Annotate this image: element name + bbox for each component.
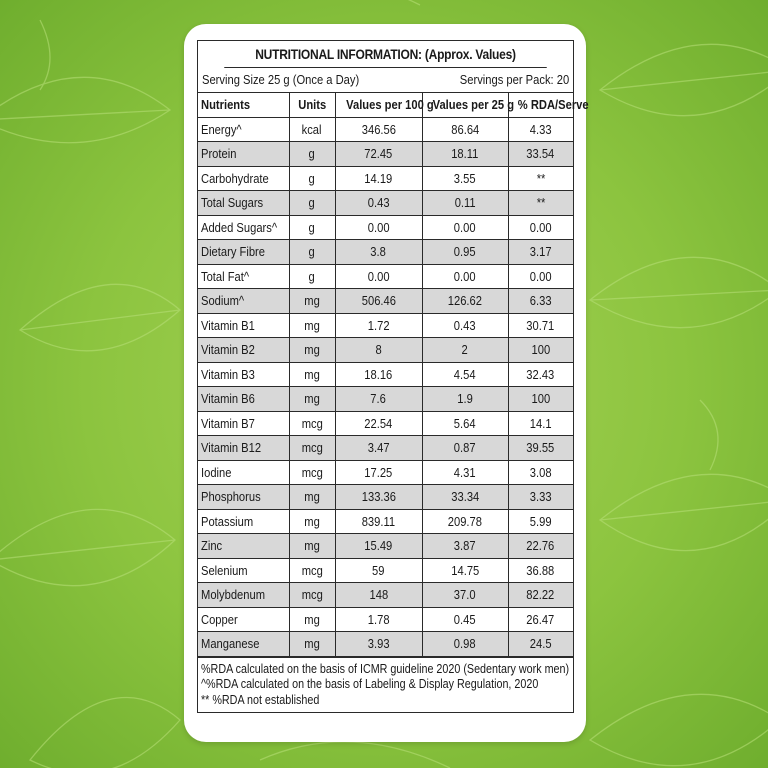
unit: g [308, 219, 316, 235]
rda-per-serve: 36.88 [526, 562, 555, 578]
value-per-25g: 33.34 [450, 489, 479, 505]
table-header-row [198, 93, 573, 117]
rda-per-serve-cell [508, 313, 573, 338]
column-header [335, 93, 434, 117]
servings-per-pack: Servings per Pack: 20 [459, 72, 569, 87]
rda-per-serve: 3.08 [529, 464, 552, 480]
value-per-100g-cell [335, 117, 422, 142]
value-per-100g: 15.49 [364, 538, 393, 554]
value-per-100g-cell [335, 583, 422, 608]
rda-per-serve-cell [508, 387, 573, 412]
nutrient-name-cell [198, 313, 289, 338]
table-row [198, 313, 573, 338]
value-per-25g: 4.31 [454, 464, 476, 480]
rda-per-serve: ** [536, 170, 546, 186]
table-row [198, 289, 573, 314]
nutrient-name: Energy^ [201, 121, 242, 137]
value-per-25g-cell [422, 289, 508, 314]
column-header [508, 93, 589, 117]
value-per-25g: 0.98 [454, 636, 476, 652]
value-per-100g-cell [335, 436, 422, 461]
rda-per-serve: 32.43 [526, 366, 555, 382]
rda-per-serve-cell [508, 338, 573, 363]
value-per-25g-cell [422, 142, 508, 167]
rda-per-serve: 0.00 [529, 219, 552, 235]
unit: kcal [302, 121, 322, 137]
nutrient-name: Zinc [201, 538, 223, 554]
nutrient-name-cell [198, 607, 289, 632]
value-per-100g-cell [335, 387, 422, 412]
unit: mg [304, 611, 320, 627]
value-per-100g: 3.93 [367, 636, 390, 652]
rda-per-serve-cell [508, 509, 573, 534]
value-per-25g: 0.00 [454, 268, 476, 284]
panel-title: NUTRITIONAL INFORMATION: (Approx. Values) [224, 41, 547, 68]
value-per-100g-cell [335, 534, 422, 559]
nutrient-name: Copper [201, 611, 238, 627]
value-per-25g: 0.87 [454, 440, 476, 456]
value-per-25g-cell [422, 558, 508, 583]
value-per-25g-cell [422, 338, 508, 363]
footnote: ** %RDA not established [201, 692, 320, 707]
value-per-100g: 1.72 [367, 317, 390, 333]
table-row [198, 558, 573, 583]
value-per-25g: 0.43 [454, 317, 476, 333]
table-row [198, 142, 573, 167]
value-per-100g: 3.8 [370, 244, 387, 260]
unit-cell [289, 436, 335, 461]
rda-per-serve: 30.71 [526, 317, 555, 333]
unit-cell [289, 534, 335, 559]
column-header-label: Nutrients [201, 97, 251, 113]
rda-per-serve-cell [508, 289, 573, 314]
value-per-100g: 0.43 [367, 195, 390, 211]
unit: mg [304, 538, 320, 554]
value-per-100g: 7.6 [370, 391, 387, 407]
value-per-100g: 133.36 [361, 489, 396, 505]
nutrient-name-cell [198, 362, 289, 387]
value-per-100g-cell [335, 264, 422, 289]
rda-per-serve-cell [508, 558, 573, 583]
table-row [198, 460, 573, 485]
value-per-25g: 4.54 [454, 366, 476, 382]
rda-per-serve-cell [508, 264, 573, 289]
value-per-100g-cell [335, 313, 422, 338]
unit-cell [289, 632, 335, 657]
unit-cell [289, 460, 335, 485]
column-header [289, 93, 335, 117]
unit: g [308, 146, 316, 162]
value-per-25g: 0.95 [454, 244, 476, 260]
table-row [198, 411, 573, 436]
value-per-25g-cell [422, 313, 508, 338]
unit-cell [289, 485, 335, 510]
rda-per-serve-cell [508, 142, 573, 167]
unit-cell [289, 313, 335, 338]
serving-size: Serving Size 25 g (Once a Day) [202, 72, 360, 87]
value-per-25g-cell [422, 240, 508, 265]
unit-cell [289, 215, 335, 240]
value-per-25g: 209.78 [447, 513, 483, 529]
rda-per-serve-cell [508, 460, 573, 485]
nutrient-name-cell [198, 338, 289, 363]
column-header [198, 93, 289, 117]
rda-per-serve: 4.33 [529, 121, 552, 137]
nutrient-name-cell [198, 387, 289, 412]
nutrient-name-cell [198, 485, 289, 510]
nutrient-name-cell [198, 215, 289, 240]
rda-per-serve-cell [508, 607, 573, 632]
rda-per-serve: 3.17 [529, 244, 552, 260]
unit-cell [289, 264, 335, 289]
nutrient-name-cell [198, 117, 289, 142]
unit-cell [289, 607, 335, 632]
value-per-100g-cell [335, 338, 422, 363]
rda-per-serve-cell [508, 166, 573, 191]
rda-per-serve: 24.5 [529, 636, 552, 652]
rda-per-serve-cell [508, 117, 573, 142]
unit: mg [304, 293, 320, 309]
value-per-25g: 1.9 [457, 391, 473, 407]
value-per-25g-cell [422, 362, 508, 387]
table-row [198, 264, 573, 289]
unit-cell [289, 142, 335, 167]
value-per-100g-cell [335, 558, 422, 583]
rda-per-serve: 82.22 [526, 587, 555, 603]
value-per-100g: 22.54 [364, 415, 393, 431]
value-per-100g: 17.25 [364, 464, 393, 480]
value-per-25g-cell [422, 534, 508, 559]
rda-per-serve: ** [536, 195, 546, 211]
value-per-25g-cell [422, 509, 508, 534]
unit: mcg [301, 587, 323, 603]
value-per-25g: 3.55 [454, 170, 476, 186]
rda-per-serve: 100 [531, 342, 551, 358]
value-per-25g-cell [422, 191, 508, 216]
nutrient-name: Selenium [201, 562, 248, 578]
column-header-label: Values per 25 g [432, 97, 514, 113]
unit: g [308, 268, 316, 284]
unit-cell [289, 191, 335, 216]
footnotes [198, 657, 573, 713]
column-header-label: % RDA/Serve [517, 97, 589, 113]
value-per-100g-cell [335, 460, 422, 485]
rda-per-serve-cell [508, 583, 573, 608]
value-per-100g: 8 [375, 342, 382, 358]
nutrient-name: Vitamin B2 [201, 342, 255, 358]
unit-cell [289, 117, 335, 142]
value-per-25g-cell [422, 632, 508, 657]
nutrient-name: Vitamin B6 [201, 391, 255, 407]
value-per-100g: 18.16 [364, 366, 393, 382]
value-per-100g-cell [335, 411, 422, 436]
value-per-25g: 126.62 [447, 293, 483, 309]
value-per-25g-cell [422, 264, 508, 289]
table-row [198, 166, 573, 191]
nutrient-name-cell [198, 264, 289, 289]
value-per-100g: 148 [369, 587, 388, 603]
rda-per-serve-cell [508, 632, 573, 657]
table-row [198, 632, 573, 657]
unit: mcg [301, 440, 323, 456]
value-per-100g-cell [335, 240, 422, 265]
value-per-100g-cell [335, 191, 422, 216]
nutrition-table [198, 93, 589, 657]
table-row [198, 117, 573, 142]
value-per-100g: 14.19 [364, 170, 393, 186]
nutrient-name-cell [198, 142, 289, 167]
rda-per-serve: 26.47 [526, 611, 555, 627]
table-row [198, 215, 573, 240]
nutrient-name: Total Fat^ [201, 268, 250, 284]
footnote: ^%RDA calculated on the basis of Labeling & Display Regulation, 2020 [201, 677, 539, 691]
value-per-25g-cell [422, 387, 508, 412]
value-per-100g: 1.78 [367, 611, 390, 627]
unit: g [308, 195, 316, 211]
rda-per-serve: 100 [531, 391, 551, 407]
rda-per-serve: 33.54 [526, 146, 555, 162]
nutrient-name: Vitamin B12 [201, 440, 262, 456]
rda-per-serve-cell [508, 485, 573, 510]
value-per-25g-cell [422, 117, 508, 142]
unit-cell [289, 289, 335, 314]
table-row [198, 338, 573, 363]
rda-per-serve-cell [508, 191, 573, 216]
nutrient-name-cell [198, 534, 289, 559]
value-per-100g-cell [335, 289, 422, 314]
rda-per-serve-cell [508, 240, 573, 265]
value-per-100g: 3.47 [367, 440, 390, 456]
table-row [198, 509, 573, 534]
value-per-25g-cell [422, 166, 508, 191]
nutrient-name-cell [198, 436, 289, 461]
value-per-100g: 346.56 [361, 121, 396, 137]
serving-info [198, 68, 573, 93]
unit-cell [289, 411, 335, 436]
nutrient-name: Iodine [201, 464, 232, 480]
nutrient-name-cell [198, 411, 289, 436]
table-row [198, 436, 573, 461]
rda-per-serve: 6.33 [529, 293, 552, 309]
value-per-25g-cell [422, 215, 508, 240]
value-per-100g: 59 [372, 562, 385, 578]
value-per-25g: 37.0 [454, 587, 476, 603]
value-per-25g: 3.87 [454, 538, 476, 554]
table-row [198, 534, 573, 559]
nutrient-name-cell [198, 191, 289, 216]
nutrient-name: Phosphorus [201, 489, 261, 505]
rda-per-serve: 3.33 [529, 489, 552, 505]
nutrient-name: Protein [201, 146, 237, 162]
unit: mg [304, 391, 320, 407]
unit-cell [289, 240, 335, 265]
nutrient-name-cell [198, 240, 289, 265]
value-per-100g-cell [335, 142, 422, 167]
unit: mg [304, 513, 320, 529]
table-row [198, 607, 573, 632]
nutrient-name: Potassium [201, 513, 254, 529]
value-per-100g-cell [335, 632, 422, 657]
value-per-25g-cell [422, 460, 508, 485]
rda-per-serve: 0.00 [529, 268, 552, 284]
unit-cell [289, 362, 335, 387]
value-per-25g-cell [422, 485, 508, 510]
value-per-100g: 839.11 [361, 513, 396, 529]
nutrient-name: Dietary Fibre [201, 244, 266, 260]
unit-cell [289, 387, 335, 412]
table-row [198, 191, 573, 216]
nutrient-name: Molybdenum [201, 587, 266, 603]
unit: g [308, 244, 316, 260]
unit: mg [304, 636, 320, 652]
value-per-100g: 506.46 [361, 293, 396, 309]
column-header-label: Values per 100 g [345, 97, 434, 113]
value-per-25g: 18.11 [451, 146, 479, 162]
value-per-25g: 14.75 [450, 562, 479, 578]
column-header-label: Units [298, 97, 326, 113]
nutrient-name-cell [198, 166, 289, 191]
rda-per-serve: 22.76 [526, 538, 555, 554]
rda-per-serve: 14.1 [529, 415, 552, 431]
value-per-25g-cell [422, 607, 508, 632]
unit: g [308, 170, 316, 186]
value-per-100g-cell [335, 166, 422, 191]
table-row [198, 240, 573, 265]
unit-cell [289, 338, 335, 363]
nutrient-name-cell [198, 558, 289, 583]
unit-cell [289, 583, 335, 608]
rda-per-serve: 39.55 [526, 440, 555, 456]
table-row [198, 583, 573, 608]
nutrient-name: Carbohydrate [201, 170, 269, 186]
unit: mg [304, 489, 320, 505]
rda-per-serve-cell [508, 436, 573, 461]
value-per-25g-cell [422, 583, 508, 608]
nutrient-name: Added Sugars^ [201, 219, 278, 235]
unit-cell [289, 166, 335, 191]
nutrient-name: Vitamin B3 [201, 366, 255, 382]
nutrient-name-cell [198, 460, 289, 485]
unit: mg [304, 317, 320, 333]
rda-per-serve-cell [508, 411, 573, 436]
value-per-25g: 86.64 [450, 121, 479, 137]
rda-per-serve-cell [508, 362, 573, 387]
table-row [198, 362, 573, 387]
nutrient-name: Manganese [201, 636, 260, 652]
value-per-25g: 2 [461, 342, 469, 358]
nutrient-name-cell [198, 289, 289, 314]
footnote: %RDA calculated on the basis of ICMR guideline 2020 (Sedentary work men) [201, 661, 570, 676]
nutrient-name: Total Sugars [201, 195, 264, 211]
rda-per-serve-cell [508, 215, 573, 240]
value-per-25g: 0.45 [454, 611, 476, 627]
value-per-100g-cell [335, 215, 422, 240]
rda-per-serve: 5.99 [529, 513, 552, 529]
value-per-100g: 72.45 [364, 146, 393, 162]
unit-cell [289, 509, 335, 534]
nutrient-name-cell [198, 632, 289, 657]
unit: mg [304, 366, 320, 382]
value-per-25g-cell [422, 436, 508, 461]
column-header [422, 93, 514, 117]
value-per-100g: 0.00 [367, 219, 390, 235]
value-per-25g: 0.11 [454, 195, 476, 211]
unit: mcg [301, 562, 323, 578]
nutrient-name: Vitamin B1 [201, 317, 255, 333]
value-per-100g-cell [335, 362, 422, 387]
value-per-25g: 5.64 [454, 415, 476, 431]
value-per-100g-cell [335, 607, 422, 632]
value-per-25g: 0.00 [454, 219, 476, 235]
value-per-100g-cell [335, 509, 422, 534]
nutrient-name-cell [198, 583, 289, 608]
unit: mg [304, 342, 320, 358]
nutrition-panel [197, 40, 589, 713]
value-per-100g: 0.00 [367, 268, 390, 284]
table-row [198, 485, 573, 510]
unit: mcg [301, 464, 323, 480]
nutrient-name-cell [198, 509, 289, 534]
unit: mcg [301, 415, 323, 431]
unit-cell [289, 558, 335, 583]
nutrient-name: Sodium^ [201, 293, 245, 309]
value-per-25g-cell [422, 411, 508, 436]
rda-per-serve-cell [508, 534, 573, 559]
nutrient-name: Vitamin B7 [201, 415, 255, 431]
value-per-100g-cell [335, 485, 422, 510]
table-row [198, 387, 573, 412]
